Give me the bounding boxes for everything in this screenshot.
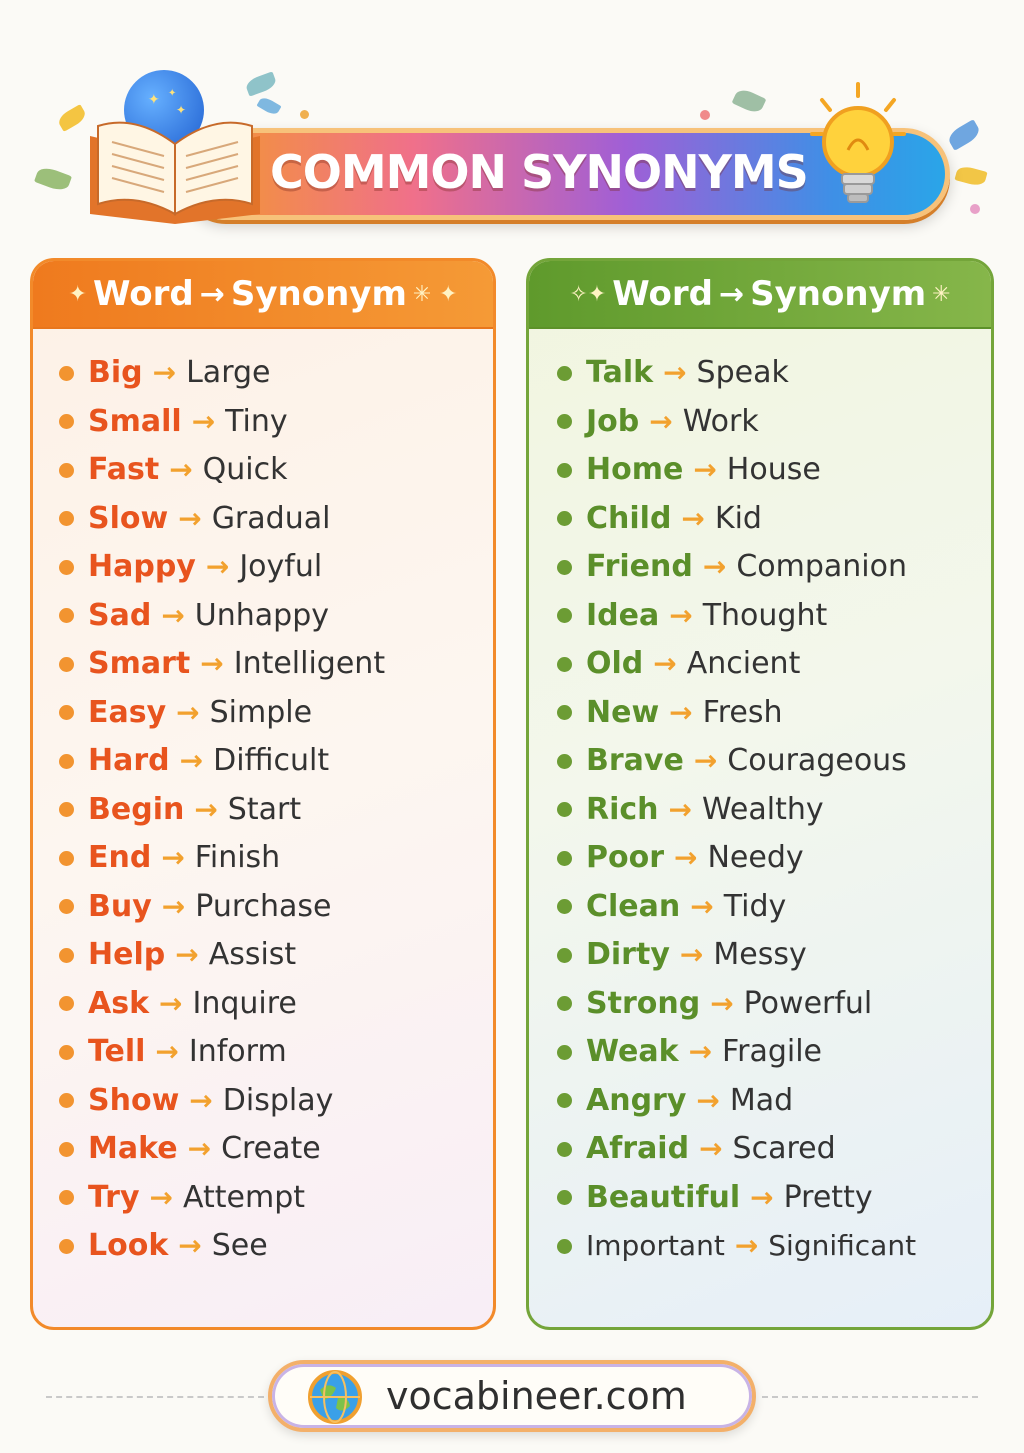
arrow-icon: → [159, 986, 183, 1020]
synonym-term: House [726, 452, 821, 487]
arrow-icon: → [750, 1180, 774, 1214]
heading-word-label: Word [612, 274, 714, 314]
arrow-icon: → [176, 695, 200, 729]
confetti-decoration [244, 71, 278, 96]
synonym-term: Work [682, 403, 759, 439]
bullet-icon [59, 754, 74, 769]
word-term: Poor [586, 840, 665, 875]
bullet-icon [59, 899, 74, 914]
synonym-row [59, 499, 330, 539]
bullet-icon [557, 996, 572, 1011]
heading-arrow: → [199, 276, 225, 312]
arrow-icon: → [149, 1180, 173, 1214]
bullet-icon [557, 899, 572, 914]
bullet-icon [557, 705, 572, 720]
synonym-term: Scared [732, 1131, 836, 1166]
synonym-term: Tiny [225, 403, 288, 439]
bullet-icon [557, 560, 572, 575]
synonym-row [557, 790, 824, 830]
word-term: Rich [586, 791, 659, 827]
bullet-icon [59, 463, 74, 478]
confetti-decoration [970, 204, 980, 214]
arrow-icon: → [155, 1035, 179, 1068]
arrow-icon: → [187, 1132, 212, 1165]
arrow-icon: → [653, 647, 677, 680]
synonym-term: Needy [707, 840, 804, 875]
arrow-icon: → [205, 550, 230, 583]
bullet-icon [557, 657, 572, 672]
word-term: Brave [586, 743, 684, 778]
synonym-term: Ancient [686, 646, 801, 681]
word-term: Tell [88, 1034, 146, 1069]
synonym-row [59, 984, 297, 1024]
synonym-row [557, 1032, 822, 1072]
open-book-icon [80, 96, 270, 226]
word-term: Dirty [586, 937, 670, 972]
arrow-icon: → [679, 938, 704, 971]
synonym-term: Intelligent [233, 646, 386, 681]
arrow-icon: → [734, 1229, 759, 1262]
arrow-icon: → [669, 695, 693, 729]
svg-text:✦: ✦ [176, 103, 187, 117]
arrow-icon: → [693, 744, 718, 777]
bullet-icon [557, 366, 572, 381]
bullet-icon [59, 948, 74, 963]
arrow-icon: → [178, 501, 202, 535]
arrow-icon: → [681, 501, 705, 535]
bullet-icon [557, 463, 572, 478]
bullet-icon [59, 366, 74, 381]
synonym-row [59, 741, 329, 781]
bullet-icon [557, 802, 572, 817]
synonym-row [59, 1081, 333, 1121]
arrow-icon: → [189, 1083, 213, 1117]
confetti-decoration [954, 164, 987, 187]
synonym-row [557, 984, 872, 1024]
bullet-icon [59, 511, 74, 526]
synonym-row [557, 402, 759, 442]
sparkle-icon: ✦ [68, 281, 87, 307]
arrow-icon: → [699, 1132, 723, 1165]
word-term: End [88, 840, 152, 875]
word-term: Easy [88, 694, 167, 730]
page-title: COMMON SYNONYMS [270, 145, 808, 199]
header [0, 0, 1024, 240]
arrow-icon: → [690, 889, 714, 923]
bullet-icon [59, 851, 74, 866]
arrow-icon: → [152, 356, 177, 389]
synonym-row [557, 935, 807, 975]
word-term: Strong [586, 985, 701, 1021]
synonym-term: Mad [729, 1082, 794, 1118]
word-term: Sad [88, 597, 152, 633]
confetti-decoration [700, 110, 710, 120]
synonym-term: Assist [208, 937, 297, 972]
synonym-row [59, 644, 385, 684]
synonym-row [59, 353, 271, 393]
synonym-row [557, 499, 762, 539]
word-term: Buy [88, 888, 152, 924]
arrow-icon: → [169, 453, 193, 486]
synonym-term: Fresh [702, 694, 783, 730]
arrow-icon: → [194, 792, 218, 826]
arrow-icon: → [161, 841, 185, 874]
right-synonym-card [526, 258, 994, 1330]
bullet-icon [557, 511, 572, 526]
heading-synonym-label: Synonym [230, 274, 407, 314]
heading-arrow: → [719, 276, 745, 312]
word-term: Try [88, 1179, 140, 1215]
bullet-icon [557, 608, 572, 623]
word-term: Important [586, 1229, 725, 1262]
synonym-row [59, 887, 331, 927]
synonym-row [59, 596, 329, 636]
bullet-icon [557, 1190, 572, 1205]
synonym-row [557, 547, 907, 587]
confetti-decoration [300, 110, 309, 119]
arrow-icon: → [702, 550, 727, 583]
bullet-icon [557, 754, 572, 769]
synonym-term: Courageous [727, 743, 907, 778]
word-term: Big [88, 355, 143, 390]
synonym-term: Tidy [723, 888, 787, 924]
synonym-term: Wealthy [702, 791, 824, 827]
arrow-icon: → [696, 1083, 720, 1117]
word-term: Help [88, 937, 166, 972]
synonym-term: Start [227, 791, 302, 827]
synonym-term: Finish [194, 840, 281, 875]
synonym-row [59, 547, 322, 587]
arrow-icon: → [191, 404, 216, 438]
word-term: Ask [88, 985, 150, 1021]
word-term: Weak [586, 1034, 679, 1069]
arrow-icon: → [688, 1035, 713, 1068]
arrow-icon: → [710, 986, 734, 1020]
bullet-icon [59, 560, 74, 575]
word-term: Beautiful [586, 1179, 741, 1215]
synonym-term: Simple [209, 694, 313, 730]
left-synonym-card [30, 258, 496, 1330]
confetti-decoration [732, 87, 767, 116]
bullet-icon [59, 1190, 74, 1205]
arrow-icon: → [161, 598, 185, 632]
synonym-row [557, 644, 800, 684]
word-term: Home [586, 452, 684, 487]
bullet-icon [557, 1045, 572, 1060]
synonym-term: Inquire [192, 985, 297, 1021]
synonym-row [557, 838, 804, 878]
arrow-icon: → [179, 744, 204, 777]
synonym-term: Speak [696, 355, 789, 390]
bullet-icon [59, 705, 74, 720]
bullet-icon [59, 1142, 74, 1157]
synonym-row [59, 1129, 321, 1169]
synonym-term: Thought [702, 597, 828, 633]
synonym-term: Quick [202, 452, 288, 487]
synonym-row [59, 838, 280, 878]
synonym-row [557, 353, 789, 393]
bullet-icon [557, 948, 572, 963]
synonym-row [557, 1226, 916, 1266]
synonym-row [557, 1129, 836, 1169]
word-term: New [586, 694, 660, 730]
synonym-row [557, 741, 907, 781]
synonym-row [557, 596, 827, 636]
synonym-term: Powerful [743, 985, 873, 1021]
word-term: Small [88, 403, 182, 439]
sparkle-icon: ✳ [932, 281, 951, 307]
synonym-term: Significant [768, 1229, 917, 1262]
synonym-row [59, 935, 296, 975]
word-term: Friend [586, 549, 693, 584]
word-term: Fast [88, 452, 160, 487]
arrow-icon: → [175, 938, 199, 971]
arrow-icon: → [200, 647, 224, 680]
synonym-row [59, 693, 312, 733]
bullet-icon [557, 851, 572, 866]
bullet-icon [59, 608, 74, 623]
bullet-icon [59, 802, 74, 817]
synonym-row [59, 1226, 268, 1266]
svg-text:✦: ✦ [148, 92, 160, 108]
synonym-term: Display [222, 1082, 334, 1118]
left-card-heading [33, 261, 493, 329]
synonym-term: Unhappy [194, 597, 330, 633]
right-card-heading [529, 261, 991, 329]
website-link[interactable]: vocabineer.com [386, 1374, 687, 1418]
bullet-icon [59, 657, 74, 672]
light-bulb-icon [808, 80, 908, 215]
word-term: Slow [88, 500, 169, 536]
bullet-icon [557, 1239, 572, 1254]
synonym-term: Companion [736, 549, 907, 584]
bullet-icon [59, 996, 74, 1011]
synonym-row [59, 790, 301, 830]
arrow-icon: → [161, 889, 186, 923]
bullet-icon [557, 414, 572, 429]
confetti-decoration [946, 119, 983, 151]
word-term: Angry [586, 1082, 687, 1118]
synonym-row [59, 450, 288, 490]
synonym-term: Fragile [722, 1034, 823, 1069]
word-term: Happy [88, 549, 196, 584]
synonym-row [59, 1178, 305, 1218]
synonym-term: Purchase [195, 888, 332, 924]
bullet-icon [59, 1045, 74, 1060]
synonym-term: Kid [714, 500, 762, 536]
footer-divider [46, 1396, 264, 1398]
synonym-row [59, 1032, 287, 1072]
svg-text:✦: ✦ [168, 88, 177, 99]
word-term: Old [586, 646, 644, 681]
word-term: Job [586, 403, 640, 439]
arrow-icon: → [674, 841, 698, 874]
globe-icon [306, 1368, 364, 1426]
sparkle-icon: ✧✦ [569, 281, 607, 307]
word-term: Make [88, 1131, 178, 1166]
arrow-icon: → [693, 453, 717, 486]
arrow-icon: → [178, 1229, 202, 1262]
word-term: Look [88, 1228, 169, 1263]
synonym-row [557, 1081, 793, 1121]
confetti-decoration [34, 165, 72, 194]
word-term: Afraid [586, 1131, 690, 1166]
synonym-term: Gradual [211, 500, 331, 536]
synonym-row [59, 402, 288, 442]
bullet-icon [557, 1142, 572, 1157]
bullet-icon [557, 1093, 572, 1108]
bullet-icon [59, 1093, 74, 1108]
word-term: Idea [586, 597, 660, 633]
synonym-term: Large [186, 355, 271, 390]
synonym-term: Difficult [213, 743, 330, 778]
word-term: Child [586, 500, 672, 536]
heading-synonym-label: Synonym [750, 274, 927, 314]
synonym-row [557, 1178, 873, 1218]
synonym-term: Pretty [783, 1179, 873, 1215]
word-term: Show [88, 1082, 180, 1118]
synonym-row [557, 887, 786, 927]
arrow-icon: → [669, 598, 693, 632]
heading-word-label: Word [92, 274, 194, 314]
synonym-term: Attempt [183, 1179, 306, 1215]
synonym-row [557, 693, 783, 733]
synonym-term: Messy [713, 937, 807, 972]
synonym-term: Inform [188, 1034, 287, 1069]
word-term: Hard [88, 743, 170, 778]
word-term: Clean [586, 888, 681, 924]
bullet-icon [59, 414, 74, 429]
word-term: Smart [88, 646, 191, 681]
synonym-term: See [211, 1228, 268, 1263]
arrow-icon: → [668, 792, 692, 826]
bullet-icon [59, 1239, 74, 1254]
sparkle-icon: ✳ ✦ [412, 281, 458, 307]
synonym-row [557, 450, 821, 490]
synonym-term: Joyful [239, 549, 323, 584]
word-term: Talk [586, 355, 654, 390]
arrow-icon: → [663, 356, 687, 389]
arrow-icon: → [649, 404, 673, 438]
word-term: Begin [88, 791, 185, 827]
footer-divider [762, 1396, 978, 1398]
synonym-term: Create [221, 1131, 321, 1166]
